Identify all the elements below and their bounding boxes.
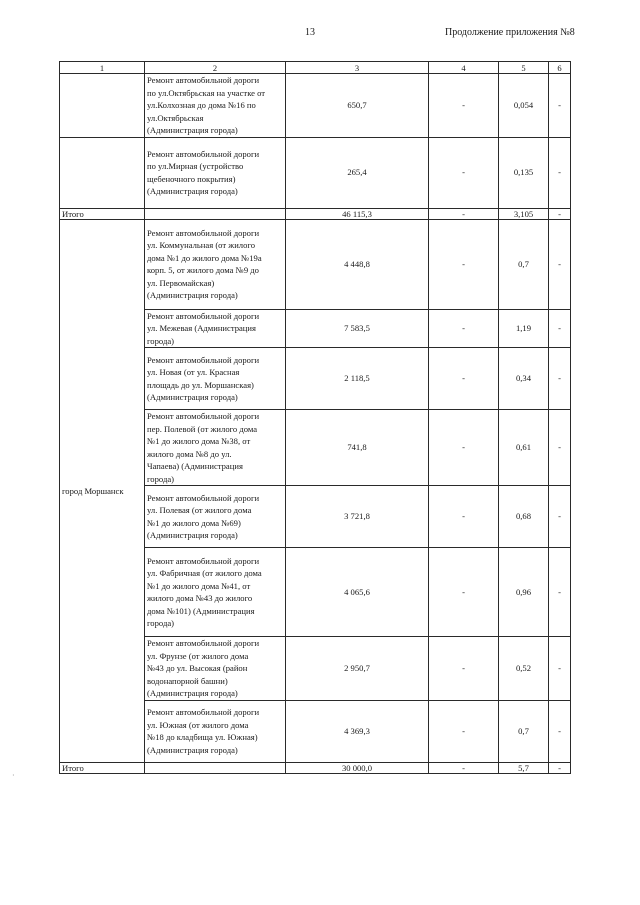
work-description: Ремонт автомобильной дороги ул. Новая (от ул. Красная площадь до ул. Моршанская) (Администрация города) [145, 348, 286, 410]
appendix-note: Продолжение приложения №8 [445, 27, 575, 38]
settlement-name: город Моршанск [60, 219, 145, 762]
col4-cell: - [429, 74, 499, 138]
total-label: Итого [60, 208, 145, 219]
length-cell: 0,52 [499, 637, 549, 701]
column-number: 3 [286, 62, 429, 74]
table-row [60, 74, 571, 138]
amount-cell: 3 721,8 [286, 486, 429, 548]
col4-cell: - [429, 410, 499, 486]
length-cell: 0,96 [499, 548, 549, 637]
col4-cell: - [429, 548, 499, 637]
work-description: Ремонт автомобильной дороги ул. Фрунзе (от жилого дома №43 до ул. Высокая (район водонапорной башни) (Администрация города) [145, 637, 286, 701]
total-col6: - [549, 762, 571, 773]
col6-cell: - [549, 348, 571, 410]
amount-cell: 7 583,5 [286, 309, 429, 348]
amount-cell: 741,8 [286, 410, 429, 486]
work-description: Ремонт автомобильной дороги пер. Полевой (от жилого дома №1 до жилого дома №38, от жилого дома №8 до ул. Чапаева) (Администрация города) [145, 410, 286, 486]
col4-cell: - [429, 348, 499, 410]
total-amount: 46 115,3 [286, 208, 429, 219]
work-description: Ремонт автомобильной дороги ул. Фабричная (от жилого дома №1 до жилого дома №41, от жилого дома №43 до жилого дома №101) (Администрация города) [145, 548, 286, 637]
column-number-row [60, 62, 571, 74]
roads-table [59, 61, 571, 774]
work-description: Ремонт автомобильной дороги ул. Южная (от жилого дома №18 до кладбища ул. Южная) (Администрация города) [145, 700, 286, 762]
col6-cell: - [549, 548, 571, 637]
total-amount: 30 000,0 [286, 762, 429, 773]
amount-cell: 4 065,6 [286, 548, 429, 637]
length-cell: 0,7 [499, 219, 549, 309]
col6-cell: - [549, 137, 571, 208]
total-length: 5,7 [499, 762, 549, 773]
col6-cell: - [549, 700, 571, 762]
table-row [60, 219, 571, 309]
name-cell-empty [60, 74, 145, 138]
column-number: 5 [499, 62, 549, 74]
table-row [60, 137, 571, 208]
length-cell: 0,135 [499, 137, 549, 208]
col4-cell: - [429, 700, 499, 762]
total-col4: - [429, 762, 499, 773]
amount-cell: 4 369,3 [286, 700, 429, 762]
page-number: 13 [305, 27, 315, 38]
amount-cell: 2 118,5 [286, 348, 429, 410]
length-cell: 1,19 [499, 309, 549, 348]
length-cell: 0,7 [499, 700, 549, 762]
col6-cell: - [549, 486, 571, 548]
col6-cell: - [549, 74, 571, 138]
total-col6: - [549, 208, 571, 219]
length-cell: 0,68 [499, 486, 549, 548]
col4-cell: - [429, 219, 499, 309]
work-description: Ремонт автомобильной дороги по ул.Мирная (устройство щебеночного покрытия) (Администрация города) [145, 137, 286, 208]
amount-cell: 2 950,7 [286, 637, 429, 701]
margin-mark: · [12, 771, 15, 780]
work-description: Ремонт автомобильной дороги ул. Полевая (от жилого дома №1 до жилого дома №69) (Администрация города) [145, 486, 286, 548]
total-row [60, 762, 571, 773]
name-cell-empty [60, 137, 145, 208]
length-cell: 0,61 [499, 410, 549, 486]
column-number: 4 [429, 62, 499, 74]
column-number: 6 [549, 62, 571, 74]
length-cell: 0,054 [499, 74, 549, 138]
col6-cell: - [549, 309, 571, 348]
col6-cell: - [549, 410, 571, 486]
total-desc-empty [145, 762, 286, 773]
column-number: 1 [60, 62, 145, 74]
total-col4: - [429, 208, 499, 219]
col6-cell: - [549, 637, 571, 701]
work-description: Ремонт автомобильной дороги ул. Коммунальная (от жилого дома №1 до жилого дома №19а корп. 5, от жилого дома №9 до ул. Первомайская) (Администрация города) [145, 219, 286, 309]
amount-cell: 4 448,8 [286, 219, 429, 309]
total-desc-empty [145, 208, 286, 219]
col4-cell: - [429, 486, 499, 548]
total-length: 3,105 [499, 208, 549, 219]
work-description: Ремонт автомобильной дороги по ул.Октябрьская на участке от ул.Колхозная до дома №16 по ул.Октябрьская (Администрация города) [145, 74, 286, 138]
total-row [60, 208, 571, 219]
col6-cell: - [549, 219, 571, 309]
total-label: Итого [60, 762, 145, 773]
col4-cell: - [429, 137, 499, 208]
amount-cell: 650,7 [286, 74, 429, 138]
length-cell: 0,34 [499, 348, 549, 410]
col4-cell: - [429, 637, 499, 701]
column-number: 2 [145, 62, 286, 74]
amount-cell: 265,4 [286, 137, 429, 208]
col4-cell: - [429, 309, 499, 348]
work-description: Ремонт автомобильной дороги ул. Межевая (Администрация города) [145, 309, 286, 348]
